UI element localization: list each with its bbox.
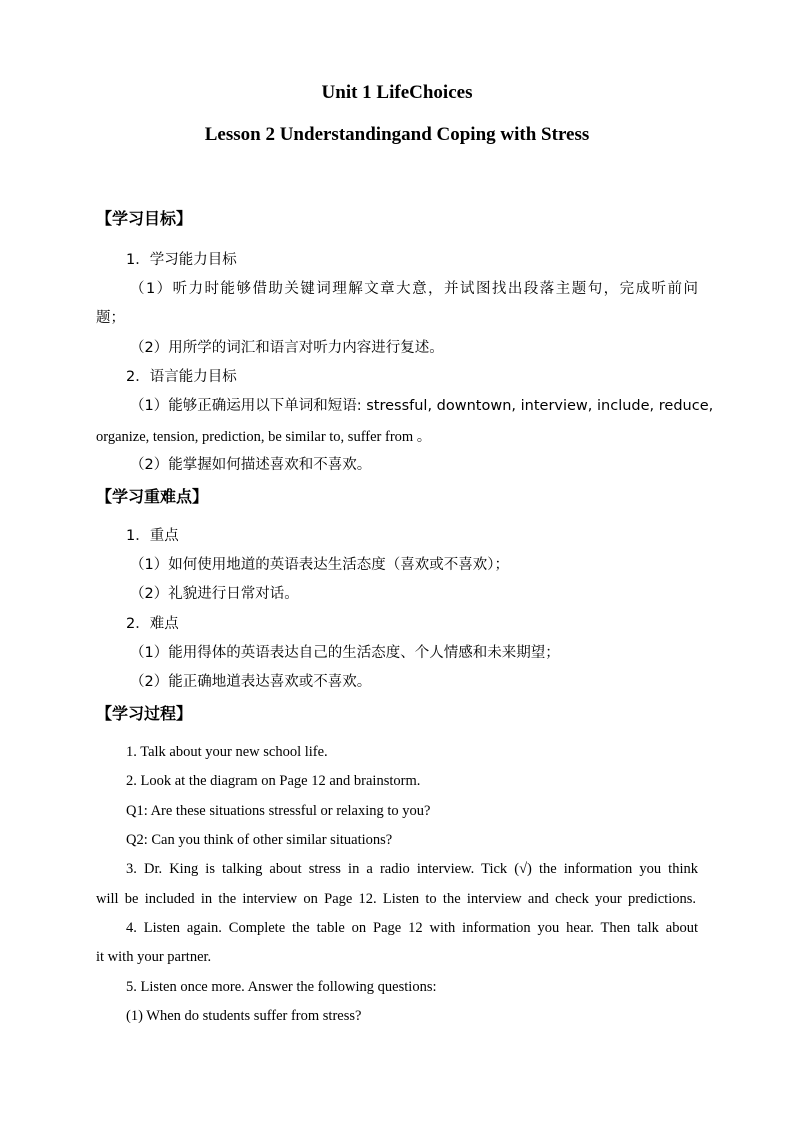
process-heading: 【学习过程】 [96,704,193,723]
process-question-2: Q2: Can you think of other similar situations? [126,832,393,848]
key-item-1-2: （2）礼貌进行日常对话。 [130,586,299,602]
key-heading: 【学习重难点】 [96,487,209,506]
goals-item-2: 2．语言能力目标 [126,369,237,385]
process-step-5: 5. Listen once more. Answer the following questions: [126,979,437,995]
process-step-4: 4. Listen again. Complete the table on Page 12 with information you hear. Then talk about [126,920,698,936]
process-step-1: 1. Talk about your new school life. [126,744,328,760]
key-item-1: 1．重点 [126,528,179,544]
goals-item-2-2: （2）能掌握如何描述喜欢和不喜欢。 [130,457,372,473]
lesson-title: Lesson 2 Understandingand Coping with Stress [204,124,590,145]
process-step-4-cont: it with your partner. [96,949,212,965]
process-step-2: 2. Look at the diagram on Page 12 and brainstorm. [126,773,421,789]
goals-item-1: 1．学习能力目标 [126,252,237,268]
goals-item-2-1-cont: organize, tension, prediction, be similar to, suffer from 。 [96,429,432,445]
process-step-5-question-1: (1) When do students suffer from stress? [126,1008,362,1024]
key-item-2-2: （2）能正确地道表达喜欢或不喜欢。 [130,674,372,690]
goals-heading: 【学习目标】 [96,209,193,228]
process-step-3-cont: will be included in the interview on Page 12. Listen to the interview and check your predictions. [96,891,696,907]
goals-item-1-1-cont: 题； [96,310,125,326]
goals-item-1-2: （2）用所学的词汇和语言对听力内容进行复述。 [130,340,444,356]
process-question-1: Q1: Are these situations stressful or relaxing to you? [126,803,431,819]
process-step-3: 3. Dr. King is talking about stress in a radio interview. Tick (√) the information you think [126,861,698,877]
key-item-2: 2．难点 [126,616,179,632]
key-item-1-1: （1）如何使用地道的英语表达生活态度（喜欢或不喜欢）； [130,557,509,573]
key-item-2-1: （1）能用得体的英语表达自己的生活态度、个人情感和未来期望； [130,645,560,661]
goals-item-2-1: （1）能够正确运用以下单词和短语: stressful, downtown, interview, include, reduce, [130,398,714,414]
unit-title: Unit 1 LifeChoices [321,82,473,103]
goals-item-1-1: （1）听力时能够借助关键词理解文章大意，并试图找出段落主题句，完成听前问 [130,281,698,297]
